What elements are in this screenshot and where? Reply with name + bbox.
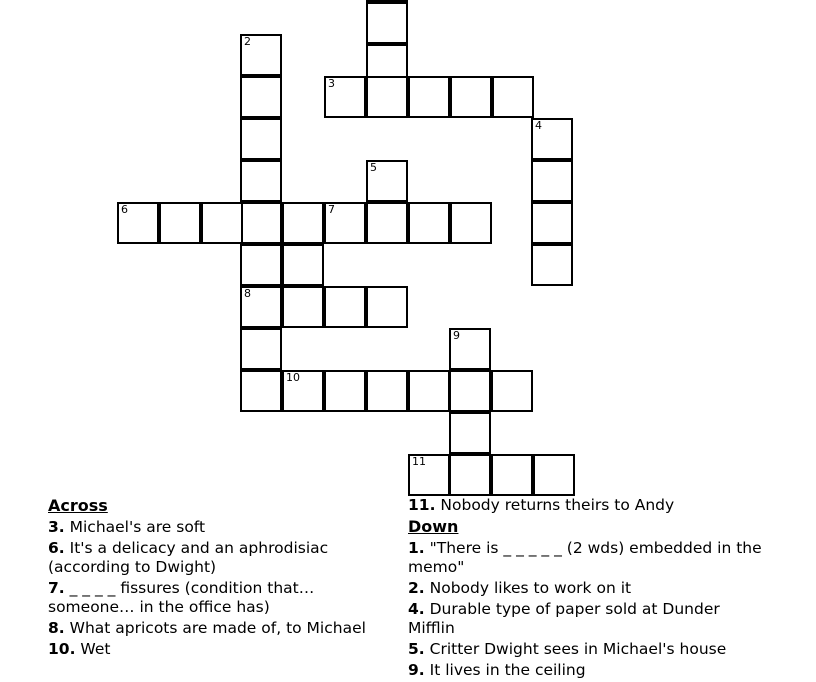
clue-down-9 xyxy=(408,661,768,680)
cell-number: 5 xyxy=(370,161,377,174)
clues-column-right xyxy=(408,496,768,682)
grid-cell[interactable] xyxy=(492,76,534,118)
clue-text: Michael's are soft xyxy=(69,518,206,536)
grid-cell[interactable] xyxy=(240,76,282,118)
grid-cell[interactable] xyxy=(408,370,450,412)
clue-number: 2. xyxy=(408,579,425,597)
clue-number: 8. xyxy=(48,619,65,637)
clue-text: Wet xyxy=(80,640,111,658)
grid-cell[interactable] xyxy=(450,76,492,118)
clue-text: Nobody returns theirs to Andy xyxy=(440,496,675,514)
clue-number: 3. xyxy=(48,518,65,536)
clue-number: 4. xyxy=(408,600,425,618)
grid-cell[interactable] xyxy=(531,160,573,202)
grid-cell[interactable] xyxy=(282,202,324,244)
clue-number: 9. xyxy=(408,661,425,679)
grid-cell[interactable] xyxy=(366,286,408,328)
cell-number: 11 xyxy=(412,455,426,468)
clue-text: _ _ _ _ fissures (condition that…someone… in the office has) xyxy=(48,579,315,616)
grid-cell[interactable] xyxy=(449,370,491,412)
grid-cell[interactable] xyxy=(240,244,282,286)
grid-cell[interactable] xyxy=(531,244,573,286)
grid-cell[interactable] xyxy=(533,454,575,496)
clue-text: Nobody likes to work on it xyxy=(429,579,632,597)
cell-number: 9 xyxy=(453,329,460,342)
cell-number: 3 xyxy=(328,77,335,90)
grid-cell[interactable] xyxy=(240,160,282,202)
grid-cell-numbered-7[interactable] xyxy=(324,202,366,244)
grid-cell[interactable] xyxy=(491,370,533,412)
grid-cell[interactable] xyxy=(408,202,450,244)
grid-cell[interactable] xyxy=(491,454,533,496)
clue-number: 11. xyxy=(408,496,436,514)
clue-text: It lives in the ceiling xyxy=(429,661,586,679)
grid-cell-numbered-8[interactable] xyxy=(240,286,282,328)
clue-number: 1. xyxy=(408,539,425,557)
grid-cell-numbered-9[interactable] xyxy=(449,328,491,370)
cell-number: 6 xyxy=(121,203,128,216)
grid-cell[interactable] xyxy=(324,370,366,412)
grid-cell[interactable] xyxy=(366,76,408,118)
clue-number: 7. xyxy=(48,579,65,597)
grid-cell[interactable] xyxy=(531,202,573,244)
grid-cell[interactable] xyxy=(240,370,282,412)
cell-number: 8 xyxy=(244,287,251,300)
grid-cell-numbered-10[interactable] xyxy=(282,370,324,412)
grid-cell[interactable] xyxy=(449,412,491,454)
clue-across-11 xyxy=(408,496,768,515)
grid-cell-numbered-3[interactable] xyxy=(324,76,366,118)
grid-cell-numbered-11[interactable] xyxy=(408,454,450,496)
grid-cell[interactable] xyxy=(159,202,201,244)
grid-cell[interactable] xyxy=(240,328,282,370)
grid-cell[interactable] xyxy=(366,370,408,412)
grid-cell[interactable] xyxy=(324,286,366,328)
clue-number: 6. xyxy=(48,539,65,557)
clue-across-8 xyxy=(48,619,388,638)
cell-number: 4 xyxy=(535,119,542,132)
clue-text: Critter Dwight sees in Michael's house xyxy=(429,640,727,658)
grid-cell[interactable] xyxy=(366,202,408,244)
cell-number: 2 xyxy=(244,35,251,48)
clue-down-1 xyxy=(408,539,768,577)
clue-text: "There is _ _ _ _ _ (2 wds) embedded in the memo" xyxy=(408,539,762,576)
clue-text: What apricots are made of, to Michael xyxy=(69,619,366,637)
down-heading: Down xyxy=(408,517,459,536)
clues-section xyxy=(0,496,816,679)
clue-text: It's a delicacy and an aphrodisiac (according to Dwight) xyxy=(48,539,329,576)
clues-column-left xyxy=(48,496,388,661)
cell-number: 10 xyxy=(286,371,300,384)
grid-cell[interactable] xyxy=(366,2,408,44)
grid-cell[interactable] xyxy=(240,202,282,244)
grid-cell[interactable] xyxy=(282,244,324,286)
grid-cell[interactable] xyxy=(449,454,491,496)
grid-cell-numbered-5[interactable] xyxy=(366,160,408,202)
across-heading: Across xyxy=(48,496,108,515)
clue-down-4 xyxy=(408,600,768,638)
grid-cell[interactable] xyxy=(282,286,324,328)
clue-down-5 xyxy=(408,640,768,659)
clue-number: 5. xyxy=(408,640,425,658)
grid-cell[interactable] xyxy=(408,76,450,118)
cell-number: 7 xyxy=(328,203,335,216)
clue-across-10 xyxy=(48,640,388,659)
clue-across-3 xyxy=(48,518,388,537)
grid-cell[interactable] xyxy=(201,202,243,244)
clue-across-6 xyxy=(48,539,388,577)
clue-number: 10. xyxy=(48,640,76,658)
clue-across-7 xyxy=(48,579,388,617)
grid-cell[interactable] xyxy=(240,118,282,160)
grid-cell-numbered-6[interactable] xyxy=(117,202,159,244)
clue-text: Durable type of paper sold at Dunder Mifflin xyxy=(408,600,720,637)
grid-cell-numbered-2[interactable] xyxy=(240,34,282,76)
grid-cell-numbered-4[interactable] xyxy=(531,118,573,160)
grid-cell[interactable] xyxy=(450,202,492,244)
clue-down-2 xyxy=(408,579,768,598)
